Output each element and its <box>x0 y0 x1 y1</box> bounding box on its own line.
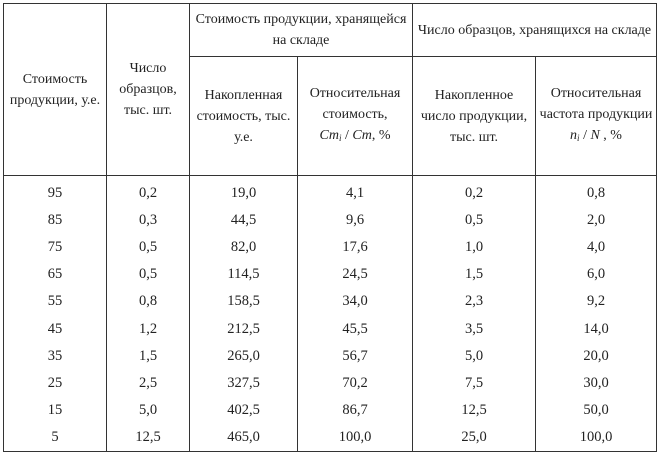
formula-var-n: N <box>590 128 600 143</box>
header-group-stored-samples: Число образцов, хранящихся на складе <box>413 4 657 57</box>
formula-separator: / <box>579 128 591 143</box>
cell-product-cost: 45 <box>4 315 107 342</box>
cell-relative-frequency: 100,0 <box>536 424 657 452</box>
cell-relative-frequency: 4,0 <box>536 233 657 260</box>
table-row <box>4 233 657 260</box>
table-row <box>4 288 657 315</box>
cell-accumulated-count: 5,0 <box>413 342 536 369</box>
formula-var-n-i: n <box>570 128 578 143</box>
cell-accumulated-cost: 465,0 <box>190 424 298 452</box>
cell-accumulated-count: 3,5 <box>413 315 536 342</box>
table-row <box>4 206 657 233</box>
cell-relative-cost: 56,7 <box>298 342 413 369</box>
cell-sample-count: 1,5 <box>107 342 190 369</box>
cell-sample-count: 1,2 <box>107 315 190 342</box>
cell-relative-frequency: 6,0 <box>536 261 657 288</box>
cell-product-cost: 75 <box>4 233 107 260</box>
cell-accumulated-count: 1,5 <box>413 261 536 288</box>
cell-accumulated-count: 1,0 <box>413 233 536 260</box>
cell-relative-frequency: 30,0 <box>536 369 657 396</box>
cell-accumulated-count: 2,3 <box>413 288 536 315</box>
header-product-cost: Стоимость продукции, у.е. <box>4 4 107 176</box>
cell-relative-frequency: 0,8 <box>536 176 657 207</box>
cell-product-cost: 5 <box>4 424 107 452</box>
cell-sample-count: 0,2 <box>107 176 190 207</box>
cell-accumulated-count: 25,0 <box>413 424 536 452</box>
header-sample-count: Число образцов, тыс. шт. <box>107 4 190 176</box>
cell-accumulated-cost: 44,5 <box>190 206 298 233</box>
cell-product-cost: 25 <box>4 369 107 396</box>
cell-sample-count: 0,5 <box>107 233 190 260</box>
cell-accumulated-cost: 114,5 <box>190 261 298 288</box>
cell-relative-frequency: 2,0 <box>536 206 657 233</box>
header-accumulated-count: Накопленное число продукции, тыс. шт. <box>413 57 536 176</box>
cell-relative-frequency: 9,2 <box>536 288 657 315</box>
formula-var-cm: Cm <box>352 128 372 143</box>
cell-relative-cost: 100,0 <box>298 424 413 452</box>
cell-relative-cost: 24,5 <box>298 261 413 288</box>
cell-accumulated-cost: 82,0 <box>190 233 298 260</box>
cell-relative-frequency: 14,0 <box>536 315 657 342</box>
cell-relative-cost: 4,1 <box>298 176 413 207</box>
table-row <box>4 397 657 424</box>
cell-relative-cost: 70,2 <box>298 369 413 396</box>
formula-unit: , % <box>371 128 391 143</box>
table-container <box>3 3 656 452</box>
data-table <box>3 3 657 452</box>
cell-accumulated-cost: 402,5 <box>190 397 298 424</box>
table-row <box>4 369 657 396</box>
cell-accumulated-cost: 212,5 <box>190 315 298 342</box>
cell-product-cost: 65 <box>4 261 107 288</box>
table-row <box>4 342 657 369</box>
formula-var-cm-i: Cm <box>319 128 339 143</box>
cell-accumulated-count: 7,5 <box>413 369 536 396</box>
table-row <box>4 315 657 342</box>
cell-sample-count: 0,3 <box>107 206 190 233</box>
cell-product-cost: 85 <box>4 206 107 233</box>
cell-accumulated-cost: 19,0 <box>190 176 298 207</box>
table-row <box>4 424 657 452</box>
cell-relative-cost: 9,6 <box>298 206 413 233</box>
header-accumulated-cost: Накопленная стоимость, тыс. у.е. <box>190 57 298 176</box>
formula-sub-i: i <box>338 133 342 143</box>
relative-cost-formula <box>301 125 409 149</box>
cell-accumulated-count: 0,2 <box>413 176 536 207</box>
header-group-stored-cost: Стоимость продукции, хранящейся на складе <box>190 4 413 57</box>
cell-product-cost: 35 <box>4 342 107 369</box>
formula-unit: , % <box>599 128 622 143</box>
relative-frequency-formula <box>539 125 653 149</box>
cell-relative-cost: 34,0 <box>298 288 413 315</box>
cell-accumulated-cost: 327,5 <box>190 369 298 396</box>
cell-sample-count: 0,8 <box>107 288 190 315</box>
table-row <box>4 261 657 288</box>
cell-relative-frequency: 50,0 <box>536 397 657 424</box>
formula-sub-i: i <box>577 133 580 143</box>
header-relative-frequency <box>536 57 657 176</box>
header-relative-cost <box>298 57 413 176</box>
formula-separator: / <box>341 128 353 143</box>
header-relative-cost-text: Относительная стоимость, <box>309 86 401 122</box>
cell-sample-count: 0,5 <box>107 261 190 288</box>
cell-accumulated-cost: 158,5 <box>190 288 298 315</box>
cell-product-cost: 55 <box>4 288 107 315</box>
cell-product-cost: 95 <box>4 176 107 207</box>
cell-sample-count: 12,5 <box>107 424 190 452</box>
cell-accumulated-cost: 265,0 <box>190 342 298 369</box>
cell-relative-cost: 86,7 <box>298 397 413 424</box>
cell-sample-count: 5,0 <box>107 397 190 424</box>
cell-relative-cost: 45,5 <box>298 315 413 342</box>
cell-sample-count: 2,5 <box>107 369 190 396</box>
table-row <box>4 176 657 207</box>
cell-relative-cost: 17,6 <box>298 233 413 260</box>
cell-accumulated-count: 12,5 <box>413 397 536 424</box>
cell-accumulated-count: 0,5 <box>413 206 536 233</box>
cell-relative-frequency: 20,0 <box>536 342 657 369</box>
header-relative-frequency-text: Относительная частота продукции <box>539 86 653 122</box>
cell-product-cost: 15 <box>4 397 107 424</box>
